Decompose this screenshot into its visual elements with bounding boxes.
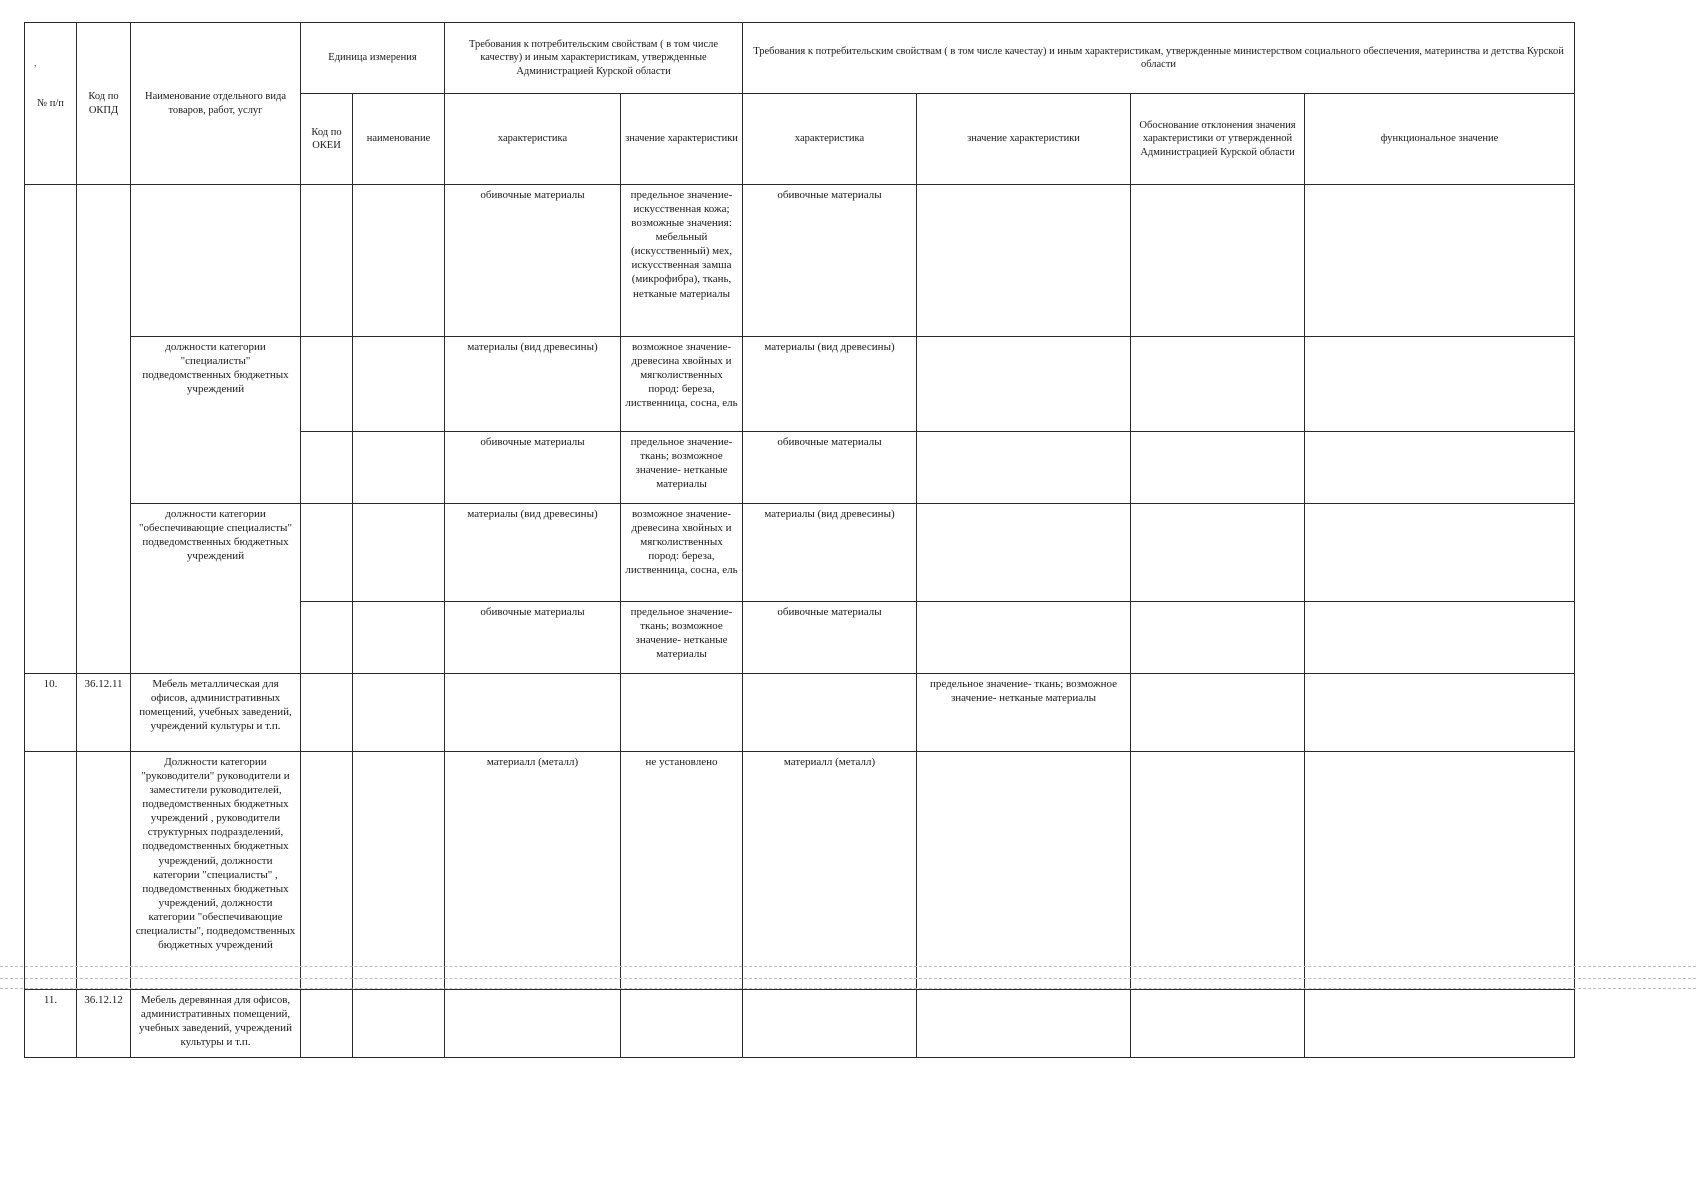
admin-characteristic-cell: материалл (металл) [445,752,621,990]
okei-cell [301,432,353,504]
unit-name-cell [353,432,445,504]
functional-value-cell [1305,602,1575,674]
ministry-characteristic-cell: обивочные материалы [743,185,917,337]
header-admin-requirements: Требования к потребительским свойствам ( в том числе качеству) и иным характеристикам, утвержденные Администрацией Курской области [445,23,743,94]
justification-cell [1131,337,1305,432]
functional-value-cell [1305,990,1575,1058]
functional-value-cell [1305,432,1575,504]
header-item-name: Наименование отдельного вида товаров, работ, услуг [131,23,301,185]
functional-value-cell [1305,337,1575,432]
header-num: № п/п [25,23,77,185]
unit-name-cell [353,504,445,602]
table-row [25,185,1575,337]
justification-cell [1131,674,1305,752]
justification-cell [1131,602,1305,674]
justification-cell [1131,432,1305,504]
okei-cell [301,504,353,602]
ministry-value-cell [917,432,1131,504]
justification-cell [1131,504,1305,602]
header-unit-group: Единица измерения [301,23,445,94]
admin-value-cell [621,674,743,752]
header-admin-value: значение характеристики [621,94,743,185]
requirements-table [24,22,1575,1058]
header-row-1 [25,23,1575,94]
admin-characteristic-cell: материалы (вид древесины) [445,504,621,602]
table-row [25,990,1575,1058]
ministry-characteristic-cell: материалы (вид древесины) [743,504,917,602]
ministry-characteristic-cell: обивочные материалы [743,602,917,674]
table-row [25,504,1575,602]
okpd-cell [77,752,131,990]
item-name-cell: Мебель металлическая для офисов, административных помещений, учебных заведений, учреждений культуры и т.п. [131,674,301,752]
header-okei-code: Код по ОКЕИ [301,94,353,185]
header-unit-name: наименование [353,94,445,185]
admin-characteristic-cell: обивочные материалы [445,432,621,504]
header-ministry-characteristic: характеристика [743,94,917,185]
ministry-characteristic-cell [743,990,917,1058]
admin-value-cell [621,990,743,1058]
header-okpd: Код по ОКПД [77,23,131,185]
okei-cell [301,185,353,337]
admin-value-cell: не установлено [621,752,743,990]
item-name-cell: Мебель деревянная для офисов, административных помещений, учебных заведений, учреждений культуры и т.п. [131,990,301,1058]
ministry-characteristic-cell: материалл (металл) [743,752,917,990]
scan-speck: , [34,58,37,69]
justification-cell [1131,752,1305,990]
okei-cell [301,752,353,990]
table-row [25,674,1575,752]
justification-cell [1131,990,1305,1058]
row-num-cell: 10. [25,674,77,752]
admin-value-cell: предельное значение- ткань; возможное значение- нетканые материалы [621,432,743,504]
unit-name-cell [353,337,445,432]
functional-value-cell [1305,185,1575,337]
functional-value-cell [1305,674,1575,752]
okei-cell [301,990,353,1058]
ministry-value-cell [917,185,1131,337]
ministry-value-cell: предельное значение- ткань; возможное значение- нетканые материалы [917,674,1131,752]
ministry-value-cell [917,752,1131,990]
ministry-value-cell [917,990,1131,1058]
header-justification: Обоснование отклонения значения характеристики от утвержденной Администрацией Курской области [1131,94,1305,185]
okpd-cell: 36.12.11 [77,674,131,752]
ministry-characteristic-cell [743,674,917,752]
row-num-cell [25,752,77,990]
scan-artifact-line [0,966,1696,967]
unit-name-cell [353,602,445,674]
okei-cell [301,602,353,674]
functional-value-cell [1305,752,1575,990]
ministry-characteristic-cell: обивочные материалы [743,432,917,504]
admin-characteristic-cell: обивочные материалы [445,185,621,337]
okei-cell [301,674,353,752]
item-name-cell: должности категории "обеспечивающие специалисты" подведомственных бюджетных учреждений [131,504,301,674]
ministry-characteristic-cell: материалы (вид древесины) [743,337,917,432]
admin-characteristic-cell: обивочные материалы [445,602,621,674]
table-row [25,752,1575,990]
item-name-cell [131,185,301,337]
item-name-cell: Должности категории "руководители" руководители и заместители руководителей, подведомственных бюджетных учреждений , руководители структурных подразделений, подведомственных бюджетных учреждений, должности категории "специалисты" , подведомственных бюджетных учреждений, должности категории "обеспечивающие специалисты", подведомственных бюджетных учреждений [131,752,301,990]
okpd-cell [77,185,131,674]
ministry-value-cell [917,337,1131,432]
header-functional-value: функциональное значение [1305,94,1575,185]
admin-characteristic-cell: материалы (вид древесины) [445,337,621,432]
admin-value-cell: предельное значение- искусственная кожа; возможные значения: мебельный (искусственный) мех, искусственная замша (микрофибра), ткань, нетканые материалы [621,185,743,337]
okpd-cell: 36.12.12 [77,990,131,1058]
okei-cell [301,337,353,432]
unit-name-cell [353,185,445,337]
scan-artifact-line [0,978,1696,979]
unit-name-cell [353,752,445,990]
unit-name-cell [353,990,445,1058]
admin-value-cell: предельное значение- ткань; возможное значение- нетканые материалы [621,602,743,674]
unit-name-cell [353,674,445,752]
item-name-cell: должности категории "специалисты" подведомственных бюджетных учреждений [131,337,301,504]
ministry-value-cell [917,504,1131,602]
admin-characteristic-cell [445,990,621,1058]
ministry-value-cell [917,602,1131,674]
header-ministry-requirements: Требования к потребительским свойствам ( в том числе качестау) и иным характеристикам, утвержденные министерством социального обеспечения, материнства и детства Курской области [743,23,1575,94]
header-ministry-value: значение характеристики [917,94,1131,185]
functional-value-cell [1305,504,1575,602]
admin-value-cell: возможное значение- древесина хвойных и мягколиственных пород: береза, лиственница, сосна, ель [621,337,743,432]
scan-artifact-line [0,988,1696,989]
admin-value-cell: возможное значение- древесина хвойных и мягколиственных пород: береза, лиственница, сосна, ель [621,504,743,602]
admin-characteristic-cell [445,674,621,752]
header-admin-characteristic: характеристика [445,94,621,185]
justification-cell [1131,185,1305,337]
row-num-cell: 11. [25,990,77,1058]
row-num-cell [25,185,77,674]
table-row [25,337,1575,432]
